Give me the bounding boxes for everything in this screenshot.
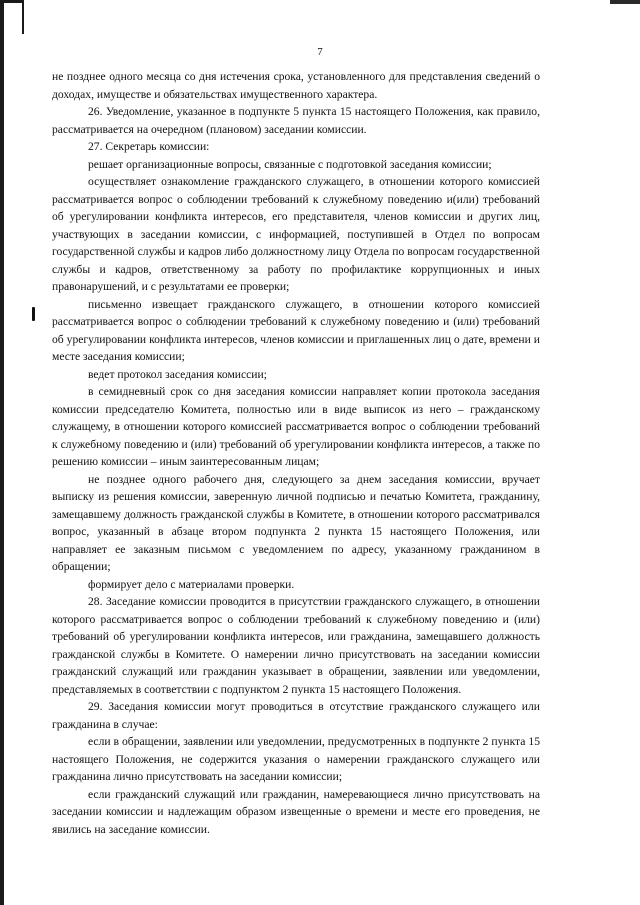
paragraph-27-item: письменно извещает гражданского служащего, в отношении которого комиссией рассматривается вопрос о соблюдении требований к служебному поведению и (или) требований об урегулировании конфликта интересов, членов комиссии и приглашенных лиц о дате, времени и месте заседания комиссии; <box>52 297 540 363</box>
paragraph-27-item: не позднее одного рабочего дня, следующего за днем заседания комиссии, вручает выписку из решения комиссии, заверенную личной подписью и печатью Комитета, гражданину, замещавшему должность гражданской службы в Комитете, в отношении которого рассматривался вопрос, указанный в абзаце втором подпункта 2 пункта 15 настоящего Положения, или направляет ее заказным письмом с уведомлением по адресу, указанному гражданином в обращении; <box>52 472 540 573</box>
paragraph-29-item: если гражданский служащий или гражданин, намеревающиеся лично присутствовать на заседании комиссии и надлежащим образом извещенные о времени и месте его проведения, не явились на заседание комиссии. <box>52 787 540 836</box>
paragraph-27-item: решает организационные вопросы, связанные с подготовкой заседания комиссии; <box>88 157 492 171</box>
paragraph-26: 26. Уведомление, указанное в подпункте 5 пункта 15 настоящего Положения, как правило, рассматривается на очередном (плановом) заседании комиссии. <box>52 105 540 136</box>
paragraph-29-heading: 29. Заседания комиссии могут проводиться в отсутствие гражданского служащего или гражданина в случае: <box>52 700 540 731</box>
scan-corner-mark <box>22 0 24 34</box>
page-number: 7 <box>317 46 323 58</box>
paragraph-27-item: в семидневный срок со дня заседания комиссии направляет копии протокола заседания комиссии председателю Комитета, полностью или в виде выписок из него – гражданскому служащему, в отношении которого комиссией рассматривается вопрос о соблюдении требований к служебному поведению и (или) требований об урегулировании конфликта интересов, а также по решению комиссии – иным заинтересованным лицам; <box>52 385 540 468</box>
margin-punch-mark <box>32 307 35 321</box>
paragraph-27-item: формирует дело с материалами проверки. <box>88 577 295 591</box>
paragraph-29-item: если в обращении, заявлении или уведомлении, предусмотренных в подпункте 2 пункта 15 настоящего Положения, не содержится указания о намерении гражданского служащего или гражданина лично присутствовать на заседании комиссии; <box>52 735 540 783</box>
paragraph-28: 28. Заседание комиссии проводится в присутствии гражданского служащего, в отношении которого рассматривается вопрос о соблюдении требований к служебному поведению и (или) требований об урегулировании конфликта интересов, или гражданина, замещавшего должность гражданской службы в Комитете. О намерении лично присутствовать на заседании комиссии гражданский служащий или гражданин указывает в обращении, заявлении или уведомлении, представляемых в соответствии с подпунктом 2 пункта 15 настоящего Положения. <box>52 595 540 696</box>
paragraph-continuation: не позднее одного месяца со дня истечения срока, установленного для представления сведений о доходах, имуществе и обязательствах имущественного характера. <box>52 70 540 101</box>
paragraph-27-item: осуществляет ознакомление гражданского служащего, в отношении которого комиссией рассматривается вопрос о соблюдении требований к служебному поведению и(или) требований об урегулировании конфликта интересов, его представителя, членов комиссии и других лиц, участвующих в заседании комиссии, с информацией, поступившей в Отдел по вопросам государственной службы и кадров либо должностному лицу Отдела по вопросам государственной службы и кадров, ответственному за работу по профилактике коррупционных и иных правонарушений, и с результатами ее проверки; <box>52 175 540 293</box>
scan-border-left <box>0 0 4 905</box>
document-body <box>52 68 540 838</box>
paragraph-27-item: ведет протокол заседания комиссии; <box>88 367 267 381</box>
scan-border-top <box>0 0 22 3</box>
scan-border-right <box>610 0 640 4</box>
paragraph-27-heading: 27. Секретарь комиссии: <box>88 140 210 153</box>
